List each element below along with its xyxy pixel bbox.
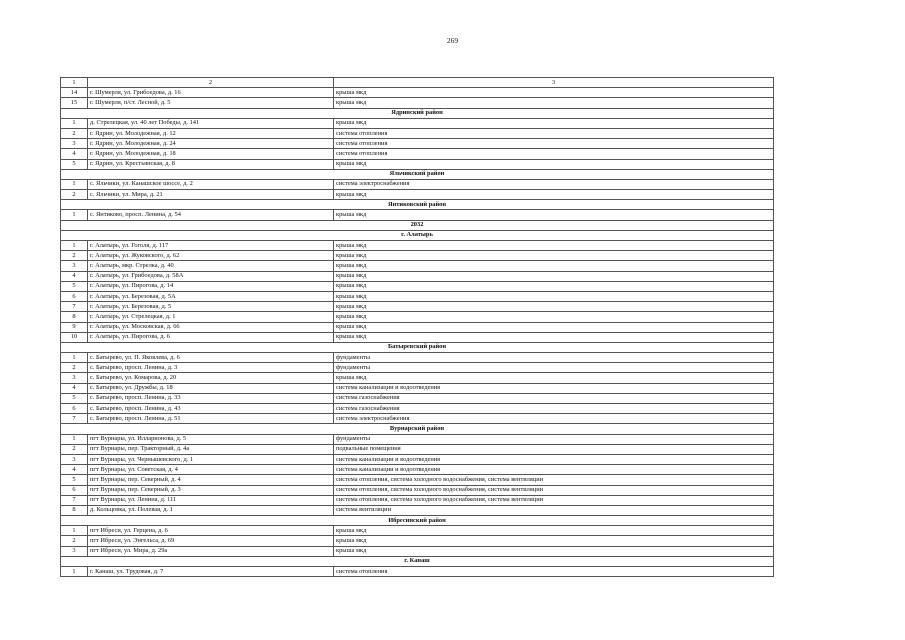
row-work-type: крыша мкд [334,536,774,546]
section-heading-row [61,556,774,566]
section-heading-row [61,342,774,352]
section-heading-row [61,108,774,118]
row-number: 2 [61,190,88,200]
section-title: Янтиковский район [61,200,774,210]
section-heading-row [61,220,774,230]
section-heading-row [61,516,774,526]
table-row [61,210,774,220]
table-row [61,322,774,332]
row-address: с. Батырево, ул. Комарова, д. 20 [88,373,334,383]
table-row [61,546,774,556]
row-number: 4 [61,271,88,281]
row-work-type: крыша мкд [334,241,774,251]
row-address: г. Ядрин, ул. Молодежная, д. 18 [88,149,334,159]
row-address: с. Батырево, ул. Дружбы, д. 18 [88,383,334,393]
row-work-type: крыша мкд [334,546,774,556]
row-address: пгт Вурнары, ул. Советская, д. 4 [88,465,334,475]
row-number: 7 [61,414,88,424]
row-number: 1 [61,353,88,363]
column-header-address: 2 [88,78,334,88]
row-work-type: фундаменты [334,353,774,363]
table-header-row [61,78,774,88]
row-number: 5 [61,393,88,403]
row-address: с. Батырево, просп. Ленина, д. 43 [88,404,334,414]
row-number: 2 [61,536,88,546]
table-body [61,78,774,577]
table-row [61,353,774,363]
section-title: Ядринский район [61,108,774,118]
table-row [61,281,774,291]
table-row [61,567,774,577]
row-work-type: крыша мкд [334,281,774,291]
table-row [61,179,774,189]
row-address: пгт Вурнары, пер. Северный, д. 3 [88,485,334,495]
row-number: 4 [61,465,88,475]
row-work-type: фундаменты [334,434,774,444]
section-title: Яльчикский район [61,169,774,179]
table-row [61,139,774,149]
row-address: пгт Вурнары, ул. Илларионова, д. 5 [88,434,334,444]
section-title: 2032 [61,220,774,230]
row-number: 3 [61,454,88,464]
row-address: с. Яльчики, ул. Канашское шоссе, д. 2 [88,179,334,189]
table-row [61,536,774,546]
row-address: г. Алатырь, ул. Стрелецкая, д. 1 [88,312,334,322]
row-work-type: крыша мкд [334,291,774,301]
row-number: 4 [61,383,88,393]
row-address: г. Алатырь, ул. Пирогова, д. 14 [88,281,334,291]
row-work-type: крыша мкд [334,312,774,322]
row-address: г. Алатырь, ул. Березовая, д. 5А [88,291,334,301]
table-row [61,302,774,312]
table-row [61,444,774,454]
row-number: 1 [61,434,88,444]
row-address: с. Янтиково, просп. Ленина, д. 54 [88,210,334,220]
row-number: 5 [61,475,88,485]
table-row [61,485,774,495]
row-number: 6 [61,291,88,301]
row-address: г. Канаш, ул. Трудовая, д. 7 [88,567,334,577]
row-number: 6 [61,485,88,495]
table-row [61,149,774,159]
row-address: г. Шумерля, п/ст. Лесной, д. 5 [88,98,334,108]
table-row [61,88,774,98]
section-heading-row [61,169,774,179]
row-number: 5 [61,281,88,291]
row-number: 3 [61,139,88,149]
row-work-type: крыша мкд [334,322,774,332]
table-row [61,190,774,200]
table-row [61,363,774,373]
table-row [61,118,774,128]
row-work-type: система канализации и водоотведения [334,454,774,464]
section-title: Ибресинский район [61,516,774,526]
page-number: 269 [446,36,459,45]
section-heading-row [61,200,774,210]
row-work-type: система газоснабжения [334,404,774,414]
row-address: д. Стрелецкая, ул. 40 лет Победы, д. 141 [88,118,334,128]
row-address: г. Алатырь, ул. Пирогова, д. 6 [88,332,334,342]
row-work-type: система отопления, система холодного водоснабжения, система вентиляции [334,485,774,495]
table-row [61,312,774,322]
row-number: 5 [61,159,88,169]
row-number: 14 [61,88,88,98]
repair-schedule-table [60,77,774,577]
row-number: 1 [61,210,88,220]
row-address: пгт Вурнары, ул. Ленина, д. 111 [88,495,334,505]
table-row [61,414,774,424]
row-address: с. Батырево, ул. П. Яковлева, д. 6 [88,353,334,363]
column-header-number: 1 [61,78,88,88]
row-number: 6 [61,404,88,414]
row-work-type: крыша мкд [334,118,774,128]
row-work-type: система отопления [334,128,774,138]
table-row [61,495,774,505]
row-number: 1 [61,567,88,577]
row-work-type: система электроснабжения [334,179,774,189]
row-number: 1 [61,118,88,128]
row-work-type: система отопления [334,567,774,577]
row-number: 2 [61,444,88,454]
section-heading-row [61,230,774,240]
section-title: Батыревский район [61,342,774,352]
row-work-type: система канализации и водоотведения [334,465,774,475]
row-number: 2 [61,128,88,138]
row-address: пгт Вурнары, пер. Северный, д. 4 [88,475,334,485]
row-number: 3 [61,373,88,383]
column-header-work: 3 [334,78,774,88]
row-address: г. Алатырь, мкр. Стрелка, д. 40 [88,261,334,271]
row-address: с. Батырево, просп. Ленина, д. 3 [88,363,334,373]
section-title: Вурнарский район [61,424,774,434]
section-title: г. Канаш [61,556,774,566]
table-row [61,454,774,464]
row-number: 2 [61,363,88,373]
row-number: 1 [61,241,88,251]
row-address: г. Алатырь, ул. Грибоедова, д. 58А [88,271,334,281]
row-address: пгт Ибреси, ул. Мира, д. 29а [88,546,334,556]
row-address: г. Ядрин, ул. Крестьянская, д. 8 [88,159,334,169]
row-work-type: система канализации и водоотведения [334,383,774,393]
table-row [61,332,774,342]
table-row [61,404,774,414]
row-work-type: крыша мкд [334,271,774,281]
row-work-type: крыша мкд [334,98,774,108]
table-row [61,465,774,475]
row-work-type: фундаменты [334,363,774,373]
row-address: г. Алатырь, ул. Березовая, д. 5 [88,302,334,312]
table-row [61,383,774,393]
row-work-type: крыша мкд [334,373,774,383]
row-work-type: система отопления, система холодного водоснабжения, система вентиляции [334,495,774,505]
row-address: пгт Ибреси, ул. Энгельса, д. 69 [88,536,334,546]
table-row [61,526,774,536]
table-row [61,393,774,403]
row-work-type: подвальные помещения [334,444,774,454]
row-number: 8 [61,505,88,515]
row-work-type: крыша мкд [334,526,774,536]
row-work-type: крыша мкд [334,88,774,98]
table-row [61,241,774,251]
row-address: г. Ядрин, ул. Молодежная, д. 24 [88,139,334,149]
row-number: 15 [61,98,88,108]
table-row [61,434,774,444]
row-work-type: система электроснабжения [334,414,774,424]
table-row [61,291,774,301]
row-number: 1 [61,179,88,189]
row-address: г. Алатырь, ул. Жуковского, д. 62 [88,251,334,261]
row-work-type: крыша мкд [334,302,774,312]
row-address: г. Алатырь, ул. Московская, д. 66 [88,322,334,332]
table-row [61,475,774,485]
row-work-type: система газоснабжения [334,393,774,403]
row-number: 10 [61,332,88,342]
row-work-type: система отопления [334,139,774,149]
row-number: 7 [61,302,88,312]
row-work-type: крыша мкд [334,332,774,342]
row-address: с. Батырево, просп. Ленина, д. 33 [88,393,334,403]
row-number: 7 [61,495,88,505]
row-number: 4 [61,149,88,159]
row-work-type: система отопления [334,149,774,159]
row-work-type: крыша мкд [334,210,774,220]
table-row [61,505,774,515]
row-address: г. Алатырь, ул. Гоголя, д. 117 [88,241,334,251]
row-address: г. Ядрин, ул. Молодежная, д. 12 [88,128,334,138]
row-work-type: крыша мкд [334,251,774,261]
row-number: 9 [61,322,88,332]
row-address: пгт Ибреси, ул. Герцена, д. 6 [88,526,334,536]
row-address: г. Шумерля, ул. Грибоедова, д. 16 [88,88,334,98]
table-row [61,373,774,383]
row-address: с. Яльчики, ул. Мира, д. 21 [88,190,334,200]
table-row [61,98,774,108]
row-address: пгт Вурнары, ул. Чернышевского, д. 1 [88,454,334,464]
row-work-type: крыша мкд [334,159,774,169]
table-row [61,128,774,138]
section-title: г. Алатырь [61,230,774,240]
row-work-type: крыша мкд [334,261,774,271]
table-row [61,251,774,261]
section-heading-row [61,424,774,434]
table-row [61,159,774,169]
row-address: пгт Вурнары, пер. Тракторный, д. 4а [88,444,334,454]
row-number: 1 [61,526,88,536]
row-address: с. Батырево, просп. Ленина, д. 51 [88,414,334,424]
row-work-type: система отопления, система холодного водоснабжения, система вентиляции [334,475,774,485]
table-row [61,271,774,281]
row-number: 3 [61,546,88,556]
row-number: 3 [61,261,88,271]
row-address: д. Кольцовка, ул. Полевая, д. 1 [88,505,334,515]
row-work-type: крыша мкд [334,190,774,200]
row-work-type: система вентиляции [334,505,774,515]
row-number: 8 [61,312,88,322]
row-number: 2 [61,251,88,261]
table-row [61,261,774,271]
